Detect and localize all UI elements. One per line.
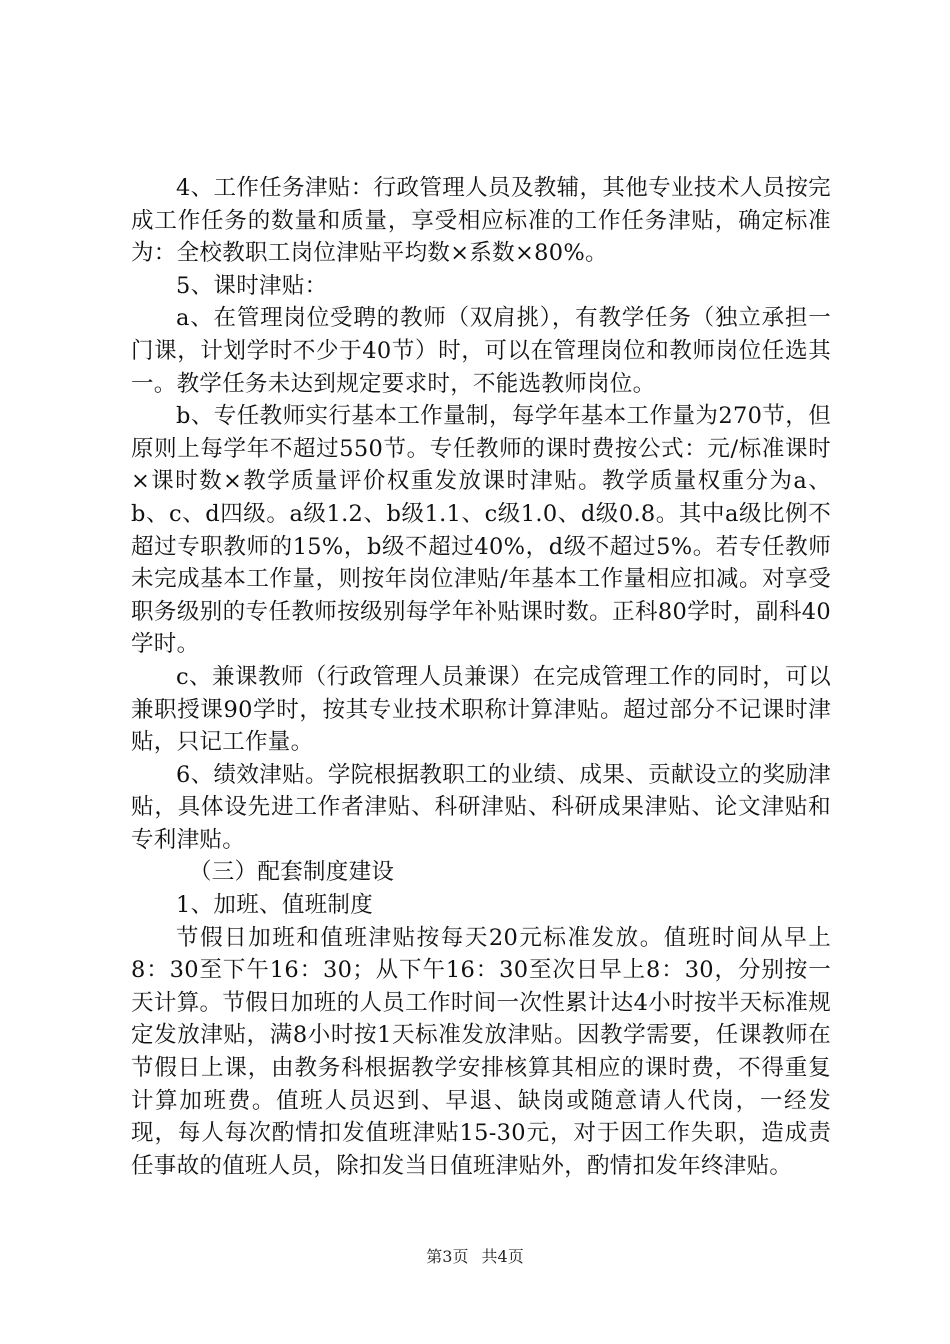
page-number-total: 共4页 [481,1247,524,1266]
paragraph-class-hour-allowance-heading: 5、课时津贴： [176,272,328,299]
paragraph-item-a: a、在管理岗位受聘的教师（双肩挑），有教学任务（独立承担一门课，计划学时不少于40节）时，可以在管理岗位和教师岗位任选其一。教学任务未达到规定要求时，不能选教师岗位。 [131,305,831,397]
page-footer [0,1244,950,1267]
paragraph-item-c: c、兼课教师（行政管理人员兼课）在完成管理工作的同时，可以兼职授课90学时，按其专业技术职称计算津贴。超过部分不记课时津贴，只记工作量。 [131,663,831,756]
document-body [131,172,831,1182]
page-number-current: 第3页 [426,1247,469,1266]
paragraph-overtime-duty-rules: 节假日加班和值班津贴按每天20元标准发放。值班时间从早上8：30至下午16：30；从下午16：30至次日早上8：30，分别按一天计算。节假日加班的人员工作时间一次性累计达4小时按半天标准规定发放津贴，满8小时按1天标准发放津贴。因教学需要，任课教师在节假日上课，由教务科根据教学安排核算其相应的课时费，不得重复计算加班费。值班人员迟到、早退、缺岗或随意请人代岗，一经发现，每人每次酌情扣发值班津贴15-30元，对于因工作失职，造成责任事故的值班人员，除扣发当日值班津贴外，酌情扣发年终津贴。 [131,924,831,1179]
paragraph-overtime-duty-heading: 1、加班、值班制度 [176,892,374,919]
section-heading-supporting-systems: （三）配套制度建设 [189,859,395,886]
paragraph-work-task-allowance: 4、工作任务津贴：行政管理人员及教辅，其他专业技术人员按完成工作任务的数量和质量，享受相应标准的工作任务津贴，确定标准为：全校教职工岗位津贴平均数×系数×80%。 [131,175,831,267]
paragraph-performance-allowance: 6、绩效津贴。学院根据教职工的业绩、成果、贡献设立的奖励津贴，具体设先进工作者津贴、科研津贴、科研成果津贴、论文津贴和专利津贴。 [131,761,831,853]
paragraph-item-b: b、专任教师实行基本工作量制，每学年基本工作量为270节，但原则上每学年不超过550节。专任教师的课时费按公式：元/标准课时×课时数×教学质量评价权重发放课时津贴。教学质量权重分为a、b、c、d四级。a级1.2、b级1.1、c级1.0、d级0.8。其中a级比例不超过专职教师的15%，b级不超过40%，d级不超过5%。若专任教师未完成基本工作量，则按年岗位津贴/年基本工作量相应扣减。对享受职务级别的专任教师按级别每学年补贴课时数。正科80学时，副科40学时。 [131,403,831,658]
